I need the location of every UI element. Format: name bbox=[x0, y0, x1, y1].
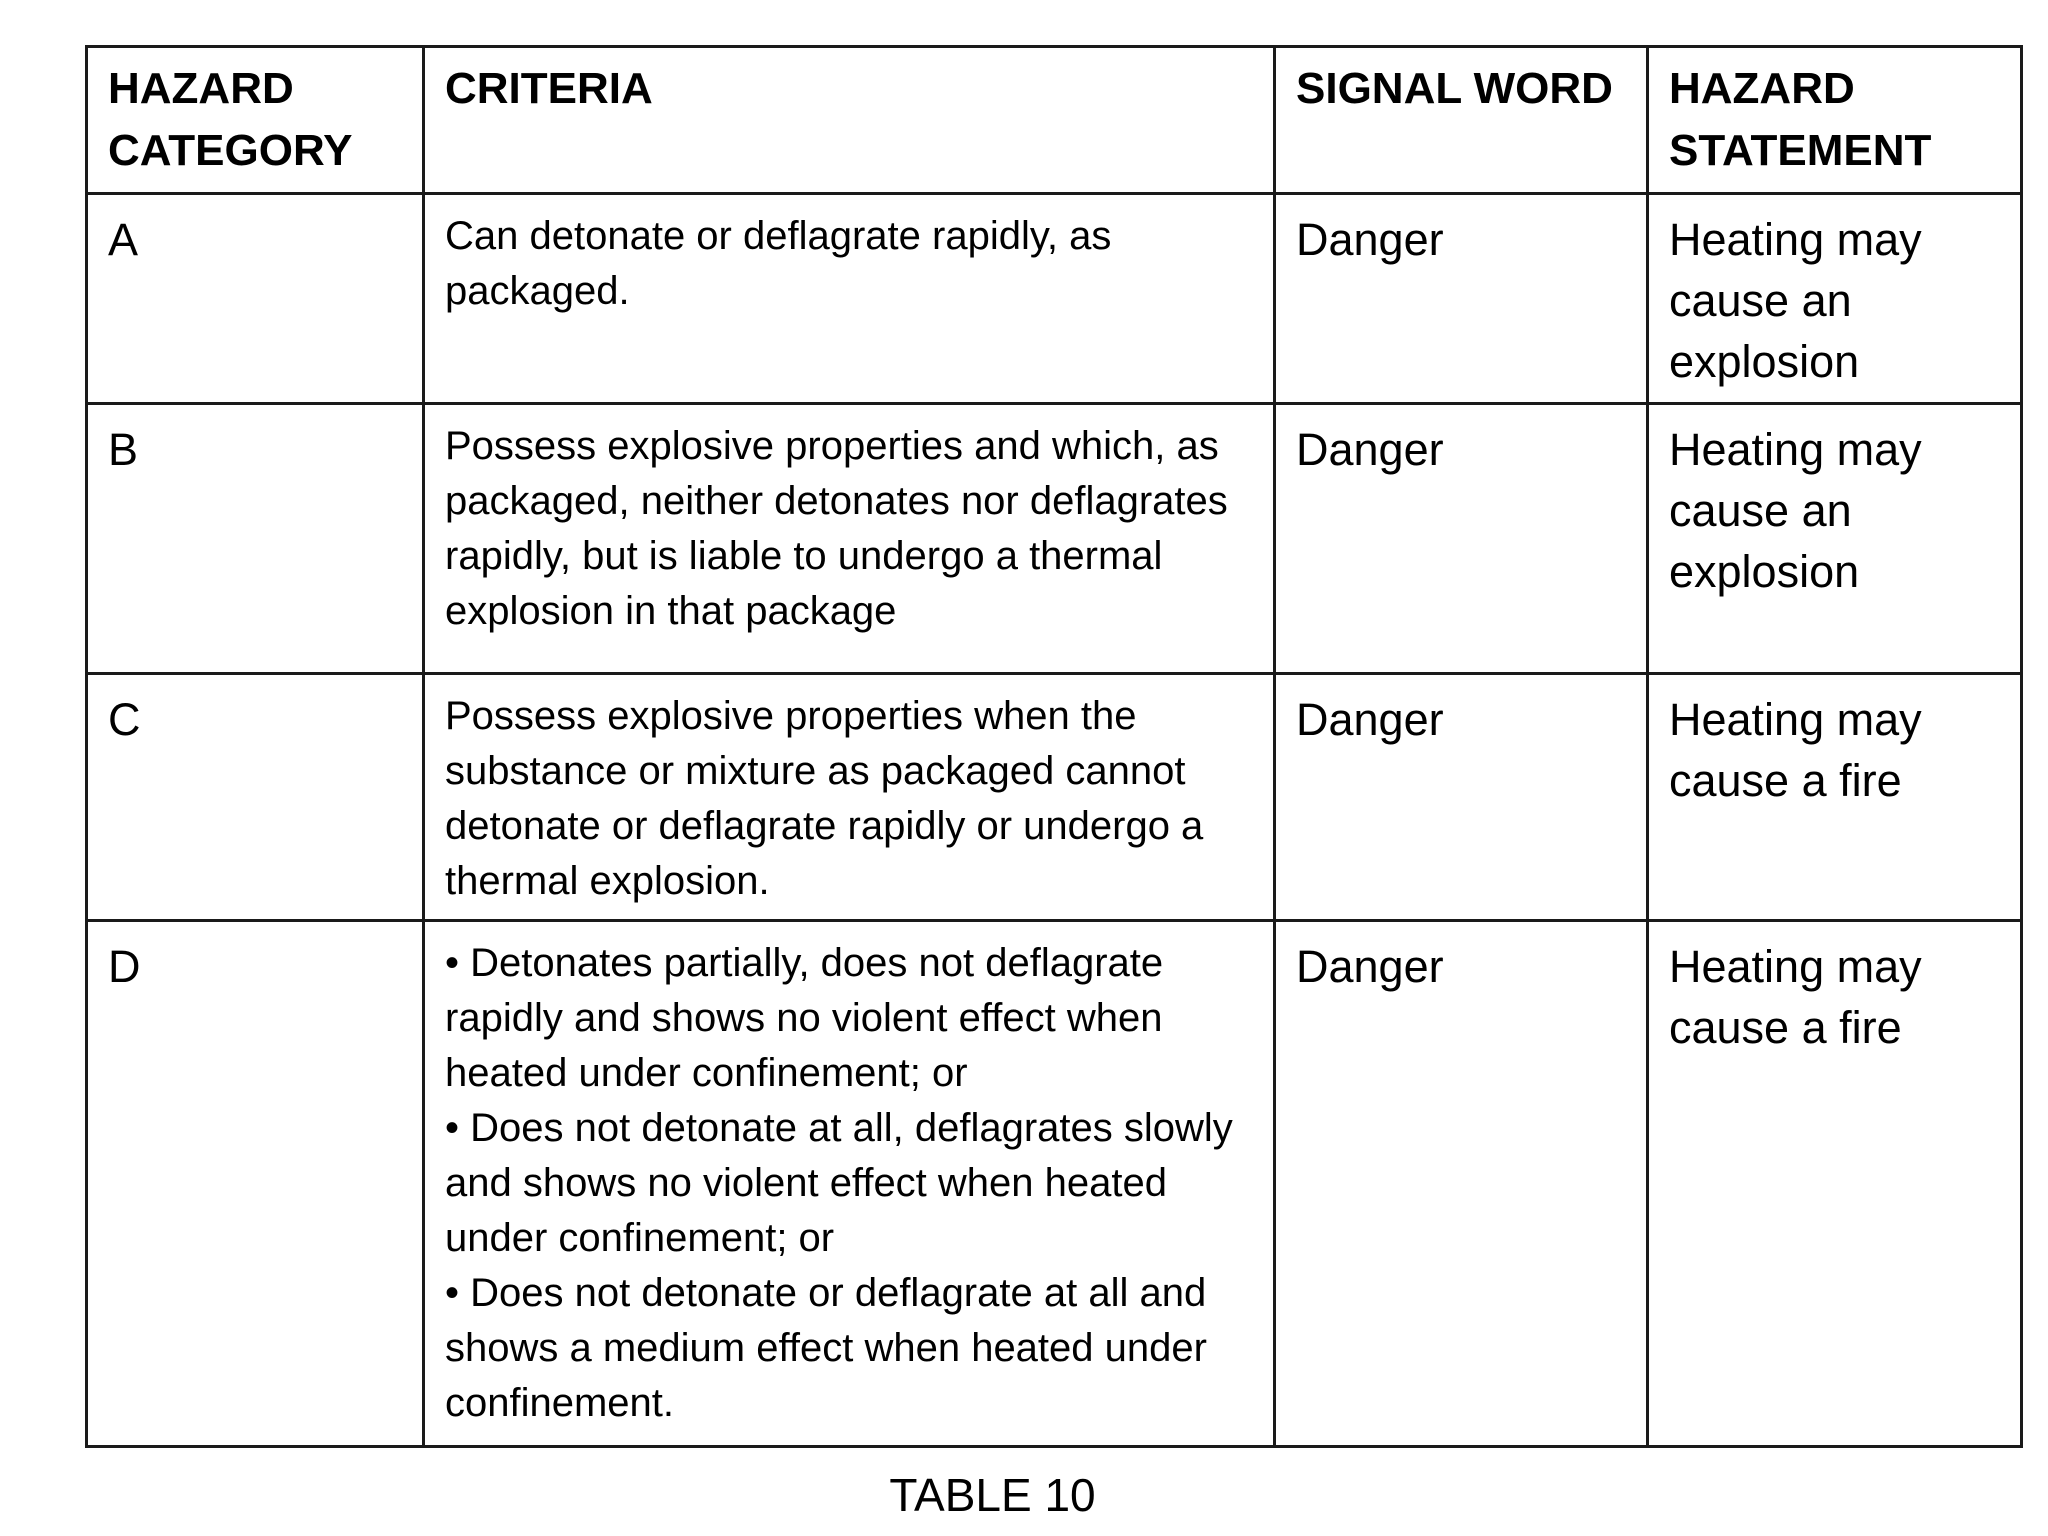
header-signal-word: SIGNAL WORD bbox=[1275, 47, 1648, 194]
criteria-text: Can detonate or deflagrate rapidly, as packaged. bbox=[445, 214, 1112, 313]
criteria-cell bbox=[424, 194, 1275, 404]
signal-word-cell: Danger bbox=[1275, 674, 1648, 921]
header-hazard-statement: HAZARD STATEMENT bbox=[1648, 47, 2022, 194]
hazard-statement-cell: Heating may cause an explosion bbox=[1648, 194, 2022, 404]
criteria-text: Possess explosive properties when the substance or mixture as packaged cannot detonate or deflagrate rapidly or undergo a thermal explosion. bbox=[445, 694, 1204, 903]
hazard-statement-cell: Heating may cause an explosion bbox=[1648, 404, 2022, 674]
table-row bbox=[87, 921, 2022, 1447]
hazard-statement-cell: Heating may cause a fire bbox=[1648, 921, 2022, 1447]
hazard-category-cell: D bbox=[87, 921, 424, 1447]
criteria-cell bbox=[424, 404, 1275, 674]
table-row bbox=[87, 194, 2022, 404]
header-criteria: CRITERIA bbox=[424, 47, 1275, 194]
criteria-bullet-item: • Does not detonate at all, deflagrates slowly and shows no violent effect when heated under confinement; or bbox=[445, 1106, 1233, 1260]
criteria-bullet-item: • Detonates partially, does not deflagrate rapidly and shows no violent effect when heated under confinement; or bbox=[445, 941, 1164, 1095]
signal-word-cell: Danger bbox=[1275, 921, 1648, 1447]
criteria-cell bbox=[424, 921, 1275, 1447]
signal-word-cell: Danger bbox=[1275, 404, 1648, 674]
hazard-statement-cell: Heating may cause a fire bbox=[1648, 674, 2022, 921]
hazard-classification-table bbox=[85, 45, 2023, 1448]
criteria-cell bbox=[424, 674, 1275, 921]
signal-word-cell: Danger bbox=[1275, 194, 1648, 404]
header-hazard-category: HAZARD CATEGORY bbox=[87, 47, 424, 194]
header-row bbox=[87, 47, 2022, 194]
hazard-category-cell: C bbox=[87, 674, 424, 921]
table-row bbox=[87, 674, 2022, 921]
criteria-bullet-item: • Does not detonate or deflagrate at all and shows a medium effect when heated under confinement. bbox=[445, 1271, 1207, 1425]
table-caption: TABLE 10 bbox=[889, 1469, 1096, 1521]
hazard-category-cell: B bbox=[87, 404, 424, 674]
hazard-category-cell: A bbox=[87, 194, 424, 404]
criteria-text: Possess explosive properties and which, as packaged, neither detonates nor deflagrates rapidly, but is liable to undergo a thermal explosion in that package bbox=[445, 424, 1228, 633]
table-row bbox=[87, 404, 2022, 674]
